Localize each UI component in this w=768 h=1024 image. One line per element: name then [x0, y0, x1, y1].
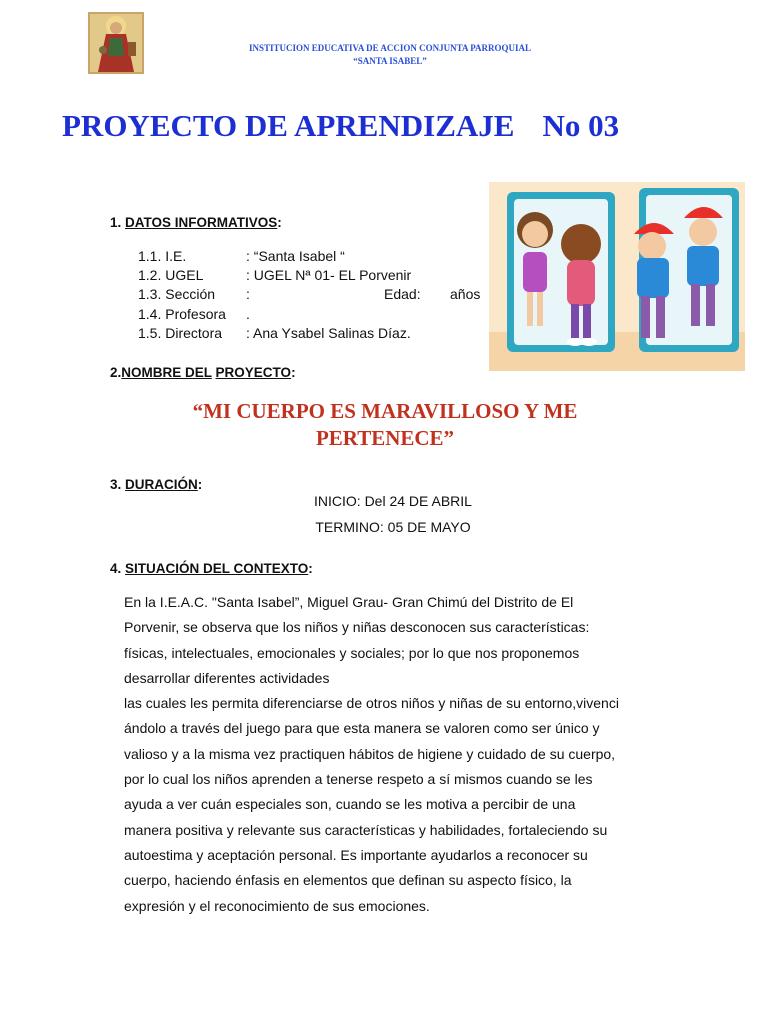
school-name-line1: INSTITUCION EDUCATIVA DE ACCION CONJUNTA PARROQUIAL [248, 43, 532, 53]
context-line: Porvenir, se observa que los niños y niñas desconocen sus características: [124, 619, 590, 636]
school-name [180, 42, 600, 68]
info-value: . [246, 305, 250, 322]
context-line: valioso y a la misma vez practiquen hábitos de higiene y cuidado de su cuerpo, [124, 745, 616, 762]
children-mirror-illustration [489, 182, 745, 371]
section-3-title: DURACIÓN [125, 477, 198, 492]
info-label: 1.2. UGEL [138, 267, 204, 284]
project-number: No 03 [542, 108, 620, 143]
saint-image [88, 12, 144, 74]
context-line: cuerpo, haciendo énfasis en elementos que definan su aspecto físico, la [124, 872, 572, 889]
info-label: 1.5. Directora [138, 324, 223, 341]
section-2-title-part1: NOMBRE DEL [121, 365, 212, 380]
section-1-heading: 1. DATOS INFORMATIVOS: [110, 215, 282, 230]
context-line: ayuda a ver cuán especiales son, cuando se les motiva a percibir de una [124, 796, 576, 813]
section-4-heading: 4. SITUACIÓN DEL CONTEXTO: [110, 561, 313, 576]
info-value: : [246, 286, 250, 303]
info-value: : Ana Ysabel Salinas Díaz. [246, 324, 411, 341]
context-line: por lo cual los niños aprenden a tenerse respeto a sí mismos cuando se les [124, 771, 593, 788]
section-4-title: SITUACIÓN DEL CONTEXTO [125, 561, 309, 576]
context-paragraph [124, 590, 684, 919]
info-edad-label: Edad: [384, 286, 421, 303]
section-2-heading: 2.NOMBRE DEL PROYECTO: [110, 365, 296, 380]
info-label: 1.3. Sección [138, 286, 216, 303]
section-3-number: 3. [110, 477, 122, 492]
section-1-title: DATOS INFORMATIVOS [125, 215, 278, 230]
section-3-heading: 3. DURACIÓN: [110, 477, 203, 492]
section-4-number: 4. [110, 561, 122, 576]
info-value: : UGEL Nª 01- EL Porvenir [246, 267, 412, 284]
context-line: desarrollar diferentes actividades [124, 669, 330, 686]
context-line: expresión y el reconocimiento de sus emociones. [124, 897, 430, 914]
section-2-title-part2: PROYECTO [215, 365, 292, 380]
context-line: autoestima y aceptación personal. Es importante ayudarlos a reconocer su [124, 846, 588, 863]
project-name-line2: PERTENECE” [315, 426, 455, 450]
page-title-text: PROYECTO DE APRENDIZAJE [62, 108, 515, 143]
context-line: En la I.E.A.C. "Santa Isabel”, Miguel Grau- Gran Chimú del Distrito de El [124, 594, 574, 610]
context-line: físicas, intelectuales, emocionales y sociales; por lo que nos proponemos [124, 644, 580, 661]
info-label: 1.1. I.E. [138, 248, 187, 264]
page-title [62, 108, 619, 144]
end-date: TERMINO: 05 DE MAYO [315, 519, 471, 535]
info-label: 1.4. Profesora [138, 305, 226, 322]
info-anos-label: años [450, 286, 481, 303]
start-date: INICIO: Del 24 DE ABRIL [314, 493, 472, 509]
project-name-line1: “MI CUERPO ES MARAVILLOSO Y ME [192, 399, 578, 423]
context-line: ándolo a través del juego para que esta manera se valoren como ser único y [124, 720, 600, 737]
context-line: las cuales les permita diferenciarse de otros niños y niñas de su entorno,vivenci [124, 695, 619, 712]
context-line: manera positiva y relevante sus características y habilidades, fortaleciendo su [124, 821, 608, 838]
section-2-number: 2. [110, 365, 122, 380]
info-value: : “Santa Isabel “ [246, 248, 345, 264]
school-name-line2: “SANTA ISABEL” [353, 56, 427, 66]
section-1-number: 1. [110, 215, 122, 230]
project-name [110, 398, 660, 452]
